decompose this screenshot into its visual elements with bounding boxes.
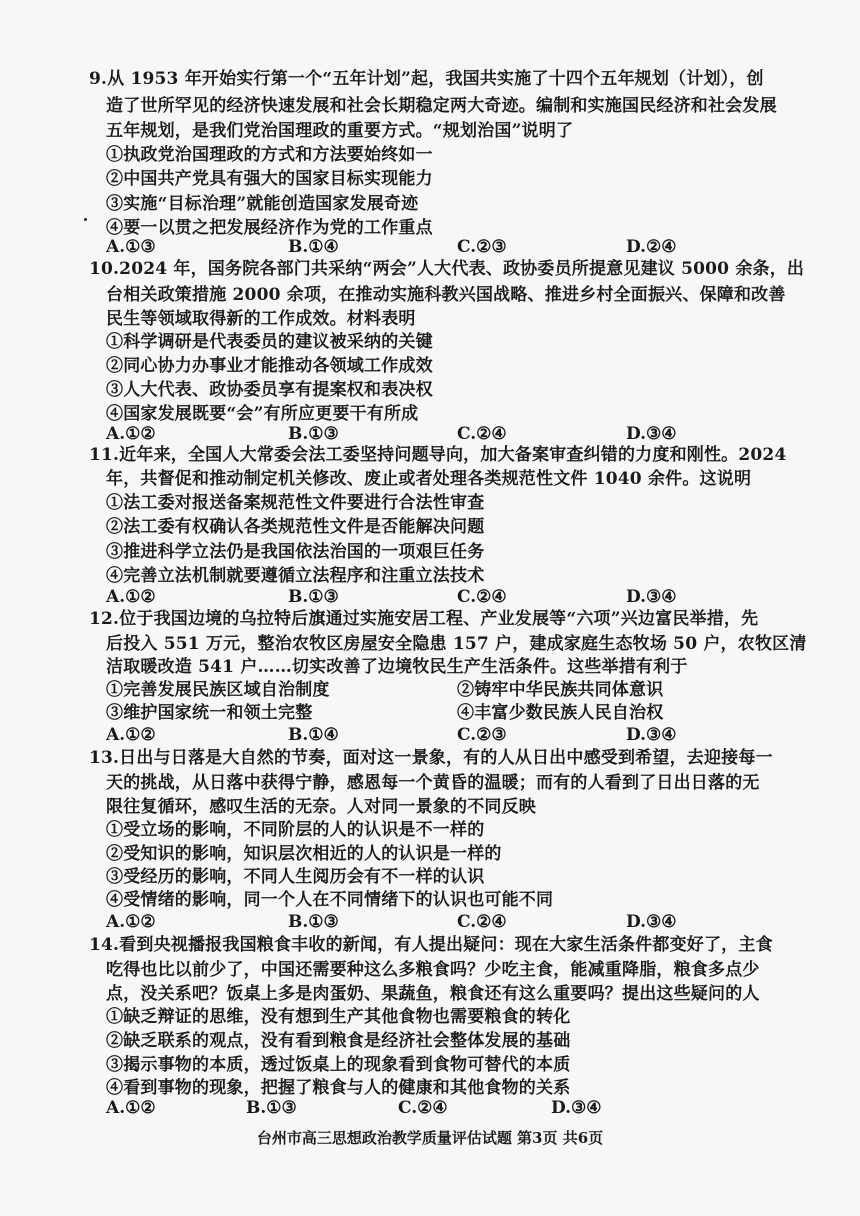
question-stem: 10.2024 年，国务院各部门共采纳“两会”人大代表、政协委员所提意见建议 5000 余条，出 [89, 259, 805, 279]
option-item: ①缺乏辩证的思维，没有想到生产其他食物也需要粮食的转化 [106, 1007, 571, 1027]
option-item: ③人大代表、政协委员享有提案权和表决权 [106, 380, 433, 400]
option-item: ①完善发展民族区域自治制度 [106, 680, 330, 700]
option-item: ②缺乏联系的观点，没有看到粮食是经济社会整体发展的基础 [106, 1031, 571, 1051]
choice-c: C.②④ [457, 912, 507, 932]
question-stem: 9.从 1953 年开始实行第一个“五年计划”起，我国共实施了十四个五年规划（计划），创 [89, 69, 764, 89]
choice-c: C.②④ [398, 1098, 448, 1118]
option-item: ②中国共产党具有强大的国家目标实现能力 [106, 169, 433, 189]
choice-b: B.①③ [288, 424, 339, 444]
option-item: ④完善立法机制就要遵循立法程序和注重立法技术 [106, 566, 485, 586]
question-stem: 14.看到央视播报我国粮食丰收的新闻，有人提出疑问：现在大家生活条件都变好了，主食 [89, 935, 773, 955]
option-item: ④看到事物的现象，把握了粮食与人的健康和其他食物的关系 [106, 1078, 571, 1098]
question-stem: 洁取暖改造 541 户……切实改善了边境牧民生产生活条件。这些举措有利于 [106, 657, 688, 677]
choice-b: B.①③ [288, 587, 339, 607]
option-item: ②法工委有权确认各类规范性文件是否能解决问题 [106, 517, 485, 537]
choice-a: A.①② [106, 725, 156, 745]
choice-b: B.①③ [246, 1098, 297, 1118]
question-stem: 天的挑战，从日落中获得宁静，感恩每一个黄昏的温暖；而有的人看到了日出日落的无 [106, 773, 760, 793]
option-item: ④受情绪的影响，同一个人在不同情绪下的认识也可能不同 [106, 890, 554, 910]
option-item: ③推进科学立法仍是我国依法治国的一项艰巨任务 [106, 542, 485, 562]
option-item: ①科学调研是代表委员的建议被采纳的关键 [106, 332, 433, 352]
choice-d: D.②④ [626, 237, 677, 257]
choice-d: D.③④ [626, 424, 677, 444]
option-item: ④丰富少数民族人民自治权 [457, 703, 664, 723]
question-stem: 民生等领域取得新的工作成效。材料表明 [106, 309, 416, 329]
choice-d: D.③④ [551, 1098, 602, 1118]
choice-c: C.②③ [457, 725, 507, 745]
question-stem: 点，没关系吧？饭桌上多是肉蛋奶、果蔬鱼，粮食还有这么重要吗？提出这些疑问的人 [106, 984, 760, 1004]
option-item: ③维护国家统一和领土完整 [106, 703, 313, 723]
option-item: ②受知识的影响，知识层次相近的人的认识是一样的 [106, 844, 502, 864]
option-item: ①受立场的影响，不同阶层的人的认识是不一样的 [106, 820, 485, 840]
choice-c: C.②④ [457, 424, 507, 444]
choice-c: C.②③ [457, 237, 507, 257]
option-item: ②同心协力办事业才能推动各领域工作成效 [106, 356, 433, 376]
stray-dot [84, 218, 87, 221]
question-stem: 11.近年来，全国人大常委会法工委坚持问题导向，加大备案审查纠错的力度和刚性。2024 [89, 445, 787, 465]
choice-d: D.③④ [626, 725, 677, 745]
question-stem: 造了世所罕见的经济快速发展和社会长期稳定两大奇迹。编制和实施国民经济和社会发展 [106, 96, 777, 116]
choice-d: D.③④ [626, 912, 677, 932]
option-item: ③受经历的影响，不同人生阅历会有不一样的认识 [106, 867, 485, 887]
choice-a: A.①② [106, 912, 156, 932]
option-item: ②铸牢中华民族共同体意识 [457, 680, 664, 700]
question-stem: 五年规划，是我们党治国理政的重要方式。“规划治国”说明了 [106, 121, 574, 141]
question-stem: 限往复循环，感叹生活的无奈。人对同一景象的不同反映 [106, 797, 536, 817]
option-item: ③揭示事物的本质，透过饭桌上的现象看到食物可替代的本质 [106, 1055, 571, 1075]
question-stem: 年，共督促和推动制定机关修改、废止或者处理各类规范性文件 1040 余件。这说明 [106, 469, 752, 489]
choice-b: B.①④ [288, 237, 339, 257]
choice-b: B.①④ [288, 725, 339, 745]
option-item: ①法工委对报送备案规范性文件要进行合法性审查 [106, 493, 485, 513]
choice-a: A.①② [106, 587, 156, 607]
choice-a: A.①② [106, 1098, 156, 1118]
option-item: ④国家发展既要“会”有所应更要干有所成 [106, 404, 419, 424]
choice-b: B.①③ [288, 912, 339, 932]
question-stem: 13.日出与日落是大自然的节奏，面对这一景象，有的人从日出中感受到希望，去迎接每一 [89, 748, 773, 768]
choice-d: D.③④ [626, 587, 677, 607]
option-item: ④要一以贯之把发展经济作为党的工作重点 [106, 218, 433, 238]
question-stem: 台相关政策措施 2000 余项，在推动实施科教兴国战略、推进乡村全面振兴、保障和改善 [106, 285, 786, 305]
option-item: ③实施“目标治理”就能创造国家发展奇迹 [106, 194, 419, 214]
question-stem: 后投入 551 万元，整治农牧区房屋安全隐患 157 户，建成家庭生态牧场 50 户，农牧区清 [106, 634, 807, 654]
question-stem: 12.位于我国边境的乌拉特后旗通过实施安居工程、产业发展等“六项”兴边富民举措，先 [89, 609, 759, 629]
option-item: ①执政党治国理政的方式和方法要始终如一 [106, 145, 433, 165]
choice-c: C.②④ [457, 587, 507, 607]
question-stem: 吃得也比以前少了，中国还需要种这么多粮食吗？少吃主食，能减重降脂，粮食多点少 [106, 960, 760, 980]
choice-a: A.①③ [106, 237, 156, 257]
choice-a: A.①② [106, 424, 156, 444]
page-footer: 台州市高三思想政治教学质量评估试题 第3页 共6页 [256, 1129, 604, 1147]
